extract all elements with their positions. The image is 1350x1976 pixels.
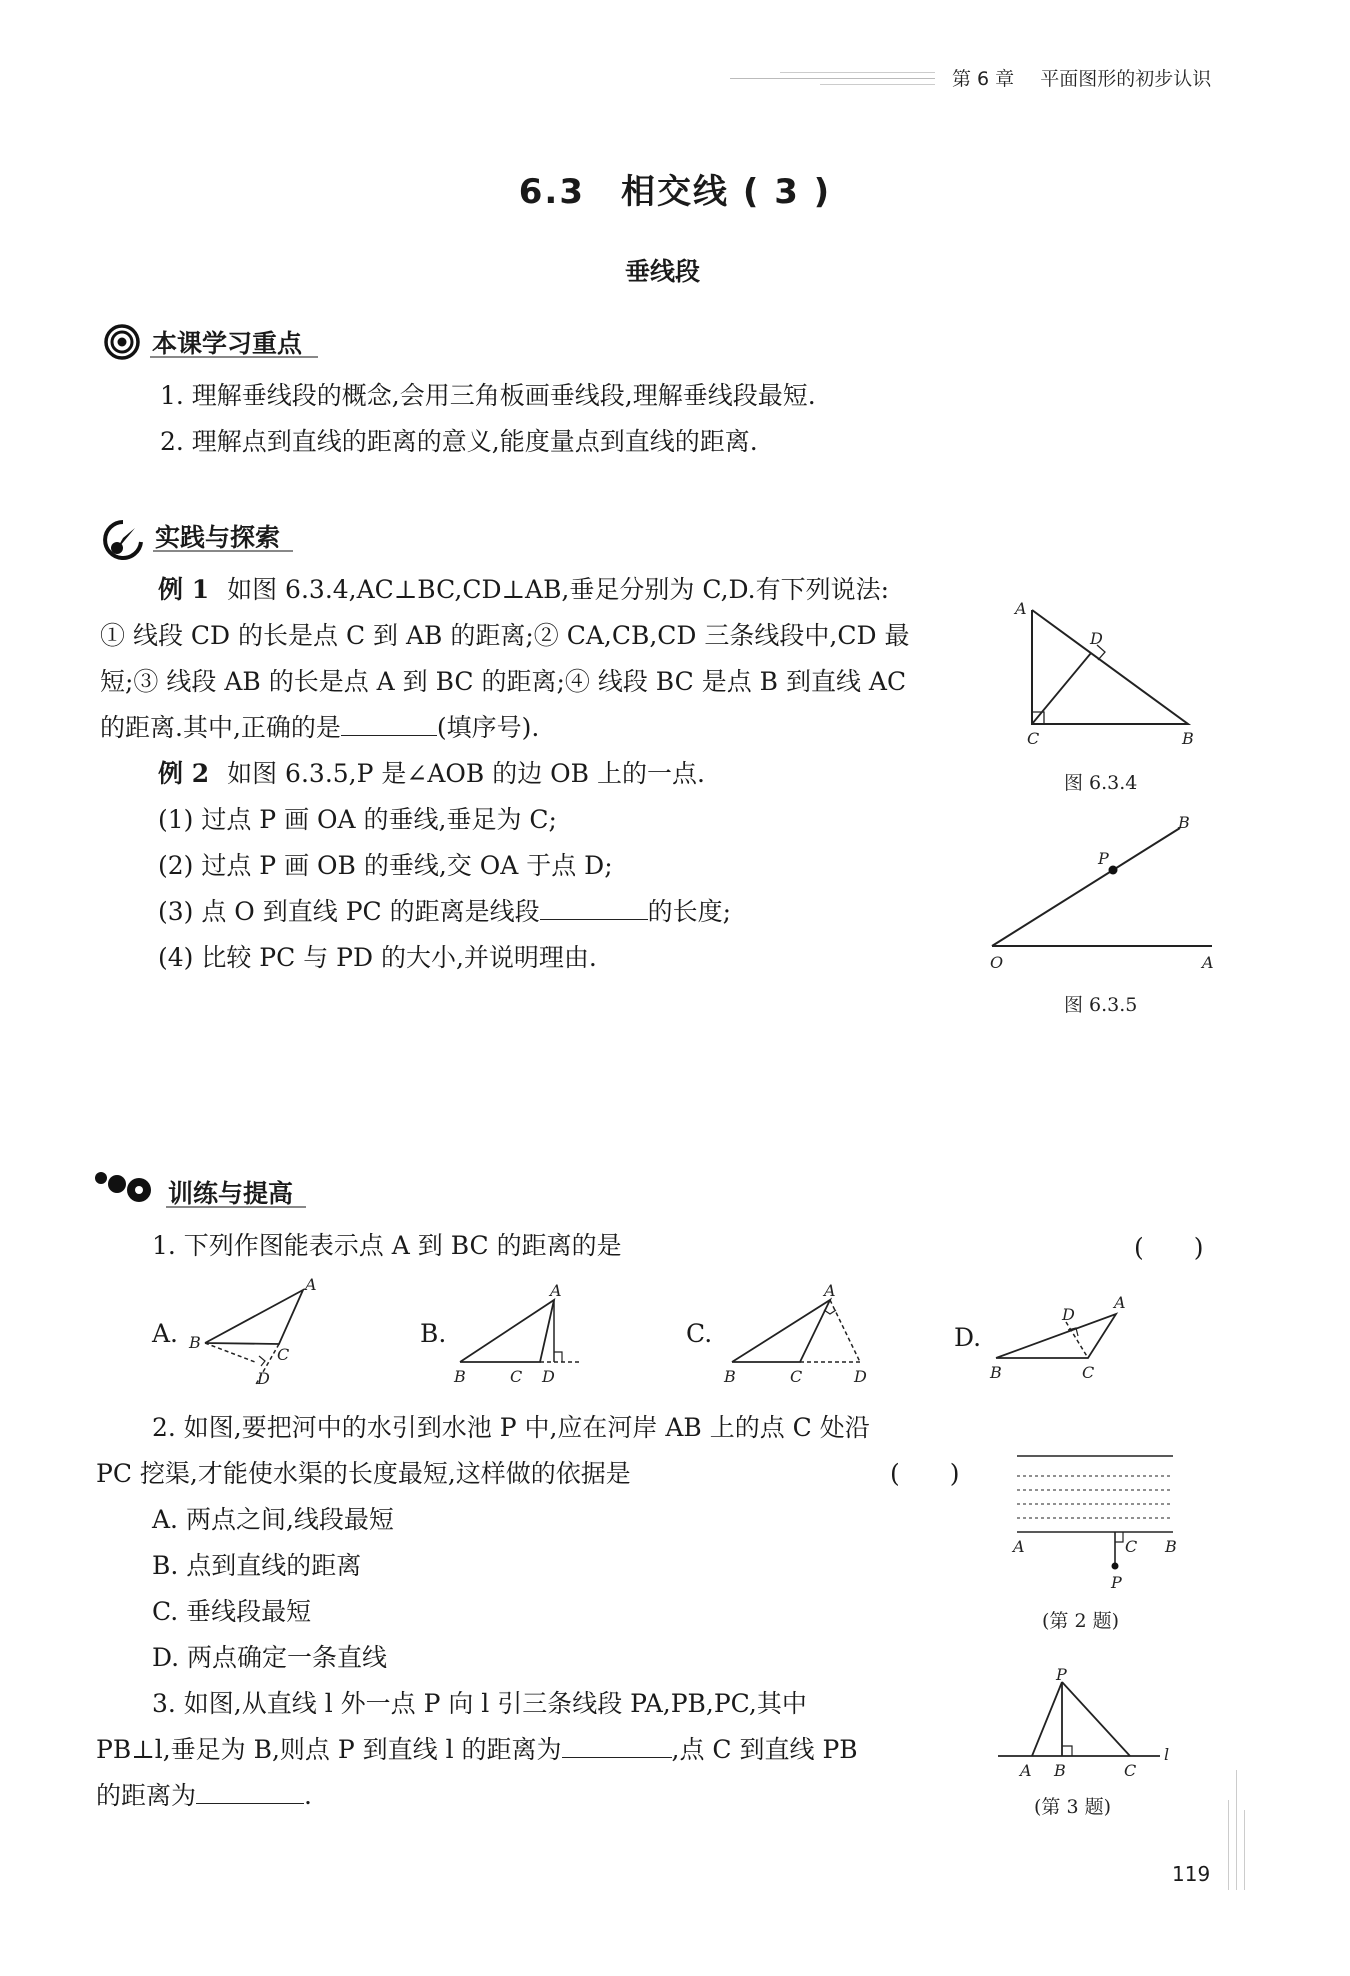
q3-text-2a: PB⊥l,垂足为 B,则点 P 到直线 l 的距离为: [96, 1735, 562, 1764]
q1-option-C-figure[interactable]: [720, 1280, 880, 1390]
optC-label-A: A: [824, 1281, 836, 1300]
training-q2-option-A[interactable]: A. 两点之间,线段最短: [152, 1505, 394, 1534]
chapter-title: 平面图形的初步认识: [1040, 68, 1212, 90]
ex2-q3: [158, 896, 731, 928]
ex2-text-1: 如图 6.3.5,P 是∠AOB 的边 OB 上的一点.: [227, 759, 705, 788]
training-q2-option-D[interactable]: D. 两点确定一条直线: [152, 1643, 388, 1672]
target-icon: [103, 323, 141, 365]
q2fig-label-C: C: [1125, 1537, 1138, 1556]
header-rule: [730, 78, 935, 79]
optB-label-C: C: [510, 1367, 523, 1386]
dots-icon: [93, 1168, 155, 1212]
margin-rule-2: [1228, 1800, 1229, 1890]
fig635-label-P: P: [1098, 849, 1109, 868]
q1-option-D-label: D.: [954, 1323, 982, 1352]
q1-option-B-figure[interactable]: [450, 1280, 600, 1390]
training-q2-option-C[interactable]: C. 垂线段最短: [152, 1597, 312, 1626]
q3fig-label-C: C: [1124, 1761, 1137, 1780]
ex2-line-1: [158, 758, 705, 790]
ex1-label: 例 1: [158, 575, 210, 604]
optC-label-B: B: [724, 1367, 736, 1386]
fig634-label-D: D: [1090, 629, 1103, 648]
q1-option-C-label: C.: [686, 1319, 713, 1348]
q2-river-figure: [1005, 1448, 1185, 1598]
ex2-q1: (1) 过点 P 画 OA 的垂线,垂足为 C;: [158, 805, 557, 834]
fig634-label-B: B: [1182, 729, 1194, 748]
ex1-line-4: [100, 712, 539, 744]
q2fig-label-B: B: [1165, 1537, 1177, 1556]
fig635-label-B: B: [1178, 813, 1190, 832]
q3-blank-2[interactable]: [196, 1781, 304, 1804]
q3fig-label-A: A: [1020, 1761, 1032, 1780]
optA-label-C: C: [277, 1345, 290, 1364]
ex1-line-3: 短;③ 线段 AB 的长是点 A 到 BC 的距离;④ 线段 BC 是点 B 到直线 AC: [100, 667, 907, 696]
q3-text-3b: .: [304, 1781, 312, 1810]
optB-label-D: D: [542, 1367, 555, 1386]
margin-rule-3: [1244, 1810, 1245, 1890]
ex2-q3-text-b: 的长度;: [647, 897, 732, 926]
training-q1-paren: ( ): [1134, 1233, 1204, 1262]
ex2-q4: (4) 比较 PC 与 PD 的大小,并说明理由.: [158, 943, 597, 972]
header-rule-3: [820, 84, 935, 85]
q1-option-A-figure[interactable]: [185, 1276, 325, 1392]
ex2-q3-text-a: (3) 点 O 到直线 PC 的距离是线段: [158, 897, 540, 926]
header-chapter: [952, 64, 1211, 91]
ex2-q3-blank[interactable]: [540, 897, 648, 920]
training-q2-line-1: 2. 如图,要把河中的水引到水池 P 中,应在河岸 AB 上的点 C 处沿: [152, 1413, 870, 1442]
q1-option-D-figure[interactable]: [986, 1280, 1136, 1390]
figure-6-3-4-caption: 图 6.3.4: [1064, 772, 1138, 794]
chapter-number: 第 6 章: [952, 68, 1015, 90]
optD-label-C: C: [1082, 1363, 1095, 1382]
practice-heading: 实践与探索: [155, 523, 281, 552]
fig634-label-A: A: [1015, 599, 1027, 618]
page-title: 6.3 相交线 ( 3 ): [518, 172, 832, 212]
q2-caption: (第 2 题): [1042, 1610, 1119, 1632]
compass-icon: [101, 518, 145, 566]
fig635-label-A: A: [1202, 953, 1214, 972]
optA-label-D: D: [257, 1369, 270, 1388]
q3-text-3a: 的距离为: [96, 1781, 197, 1810]
focus-item-2: 2. 理解点到直线的距离的意义,能度量点到直线的距离.: [160, 427, 758, 456]
q3fig-label-B: B: [1054, 1761, 1066, 1780]
page-subtitle: 垂线段: [624, 257, 700, 286]
ex1-text-1: 如图 6.3.4,AC⊥BC,CD⊥AB,垂足分别为 C,D.有下列说法:: [227, 575, 890, 604]
ex1-answer-blank[interactable]: [341, 713, 437, 736]
optC-label-D: D: [854, 1367, 867, 1386]
q3-blank-1[interactable]: [562, 1735, 672, 1758]
training-q1: 1. 下列作图能表示点 A 到 BC 的距离的是: [152, 1231, 622, 1260]
optD-label-A: A: [1114, 1293, 1126, 1312]
q2fig-label-A: A: [1013, 1537, 1025, 1556]
q2fig-label-P: P: [1111, 1573, 1122, 1592]
q3fig-label-P: P: [1056, 1666, 1067, 1684]
ex1-text-4: 的距离.其中,正确的是: [100, 713, 341, 742]
ex1-line-2: ① 线段 CD 的长是点 C 到 AB 的距离;② CA,CB,CD 三条线段中,CD 最: [100, 621, 910, 650]
training-q3-line-2: [96, 1734, 858, 1766]
optB-label-A: A: [550, 1281, 562, 1300]
q3-caption: (第 3 题): [1034, 1796, 1111, 1818]
fig635-label-O: O: [990, 953, 1004, 972]
training-q3-line-1: 3. 如图,从直线 l 外一点 P 向 l 引三条线段 PA,PB,PC,其中: [152, 1689, 807, 1718]
page-number: 119: [1172, 1862, 1211, 1886]
focus-item-1: 1. 理解垂线段的概念,会用三角板画垂线段,理解垂线段最短.: [160, 381, 816, 410]
figure-6-3-5: [980, 812, 1220, 978]
practice-heading-underline: [153, 550, 293, 552]
q3fig-label-l: l: [1164, 1745, 1170, 1764]
header-rule-2: [780, 72, 935, 73]
optD-label-D: D: [1062, 1305, 1075, 1324]
focus-heading-underline: [150, 356, 318, 358]
optB-label-B: B: [454, 1367, 466, 1386]
training-q2-paren: ( ): [890, 1459, 960, 1488]
q3-text-2b: ,点 C 到直线 PB: [671, 1735, 858, 1764]
fig634-label-C: C: [1027, 729, 1040, 748]
margin-rule-1: [1236, 1770, 1237, 1890]
optA-label-B: B: [189, 1333, 201, 1352]
training-q2-line-2: PC 挖渠,才能使水渠的长度最短,这样做的依据是: [96, 1459, 631, 1488]
training-q2-option-B[interactable]: B. 点到直线的距离: [152, 1551, 362, 1580]
q1-option-B-label: B.: [420, 1319, 447, 1348]
ex2-label: 例 2: [158, 759, 210, 788]
figure-6-3-4: [1010, 596, 1210, 756]
focus-heading: 本课学习重点: [152, 329, 303, 358]
figure-6-3-5-caption: 图 6.3.5: [1064, 994, 1138, 1016]
training-heading: 训练与提高: [168, 1179, 294, 1208]
q1-option-A-label: A.: [152, 1319, 179, 1348]
optA-label-A: A: [305, 1276, 317, 1294]
ex1-line-1: [158, 574, 889, 606]
training-q3-line-3: [96, 1780, 312, 1812]
optC-label-C: C: [790, 1367, 803, 1386]
optD-label-B: B: [990, 1363, 1002, 1382]
training-heading-underline: [166, 1206, 306, 1208]
ex2-q2: (2) 过点 P 画 OB 的垂线,交 OA 于点 D;: [158, 851, 613, 880]
ex1-text-5: (填序号).: [436, 713, 540, 742]
q3-figure: [990, 1666, 1180, 1786]
